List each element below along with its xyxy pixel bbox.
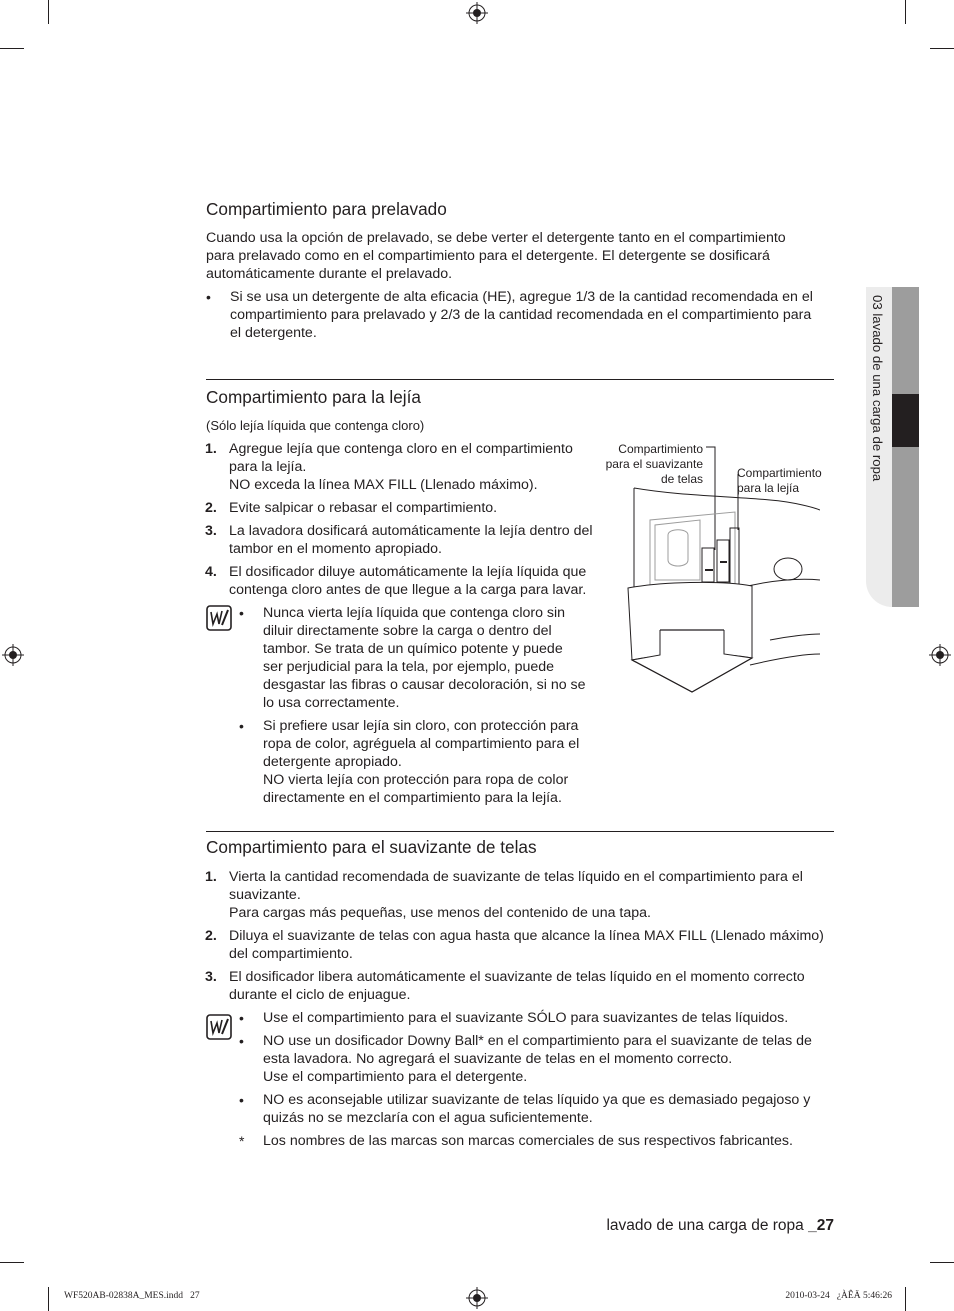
suavizante-step-1 xyxy=(229,868,803,922)
text-line: La lavadora dosificará automáticamente la lejía dentro del xyxy=(229,523,593,539)
print-slug-file: WF520AB-02838A_MES.indd 27 xyxy=(64,1291,200,1301)
registration-mark-icon xyxy=(2,644,24,666)
registration-mark-icon xyxy=(929,644,951,666)
text-line: Use el compartimiento para el detergente. xyxy=(263,1069,528,1085)
section-divider xyxy=(206,831,834,832)
text-line: Vierta la cantidad recomendada de suavizante de telas líquido en el compartimiento para el xyxy=(229,869,803,885)
suavizante-note-4 xyxy=(263,1132,793,1150)
text-line: NO exceda la línea MAX FILL (Llenado máximo). xyxy=(229,477,538,493)
text-line: diluir directamente sobre la carga o dentro del xyxy=(263,623,552,639)
text-line: automáticamente durante el prelavado. xyxy=(206,266,453,282)
text-line: desgastar las fibras o causar decoloración, si no se xyxy=(263,677,586,693)
text-line: lo usa correctamente. xyxy=(263,695,400,711)
bullet-icon: • xyxy=(239,1010,244,1026)
text-line: directamente en el compartimiento para la lejía. xyxy=(263,790,562,806)
text-line: NO es aconsejable utilizar suavizante de telas líquido ya que es demasiado pegajoso y xyxy=(263,1092,811,1108)
bullet-icon: • xyxy=(239,1092,244,1108)
text-line: ser perjudicial para la tela, por ejemplo, puede xyxy=(263,659,555,675)
heading-lejia: Compartimiento para la lejía xyxy=(206,387,421,407)
lejia-step-1 xyxy=(229,440,573,494)
text-line: para la lejía. xyxy=(229,459,307,475)
heading-suavizante: Compartimiento para el suavizante de telas xyxy=(206,837,537,857)
step-number: 3. xyxy=(205,969,217,985)
suavizante-step-3 xyxy=(229,968,805,1004)
chapter-side-tab-label: 03 lavado de una carga de ropa xyxy=(870,295,885,482)
note-icon xyxy=(206,1014,232,1040)
suavizante-step-2 xyxy=(229,927,824,963)
suavizante-note-2 xyxy=(263,1032,812,1086)
suavizante-note-3 xyxy=(263,1091,810,1127)
text-line: Evite salpicar o rebasar el compartimiento. xyxy=(229,500,498,516)
text-line: Cuando usa la opción de prelavado, se debe verter el detergente tanto en el compartimiento xyxy=(206,230,786,246)
step-number: 3. xyxy=(205,523,217,539)
step-number: 1. xyxy=(205,869,217,885)
step-number: 2. xyxy=(205,928,217,944)
lejia-step-2 xyxy=(229,499,497,517)
bullet-icon: • xyxy=(239,1033,244,1049)
text-line: tambor. Se trata de un químico potente y puede xyxy=(263,641,563,657)
lejia-step-4 xyxy=(229,563,586,599)
text-line: El dosificador diluye automáticamente la lejía líquida que xyxy=(229,564,587,580)
lejia-note-1 xyxy=(263,604,586,712)
text-line: para prelavado como en el compartimiento para el detergente. El detergente se dosificará xyxy=(206,248,770,264)
text-line: suavizante. xyxy=(229,887,301,903)
bullet-icon: • xyxy=(239,718,244,734)
text-line: del compartimiento. xyxy=(229,946,353,962)
text-line: Compartimiento xyxy=(618,442,703,456)
text-line: Para cargas más pequeñas, use menos del contenido de una tapa. xyxy=(229,905,651,921)
text-line: de telas xyxy=(660,472,703,486)
text-line: detergente apropiado. xyxy=(263,754,402,770)
step-number: 4. xyxy=(205,564,217,580)
suavizante-note-1 xyxy=(263,1009,788,1027)
text-line: NO vierta lejía con protección para ropa de color xyxy=(263,772,569,788)
note-icon xyxy=(206,605,232,631)
text-line: Nunca vierta lejía líquida que contenga cloro sin xyxy=(263,605,566,621)
heading-prelavado: Compartimiento para prelavado xyxy=(206,199,447,219)
registration-mark-icon xyxy=(466,2,488,24)
text-line: para la lejía xyxy=(737,481,800,495)
text-line: Agregue lejía que contenga cloro en el compartimiento xyxy=(229,441,573,457)
lejia-step-3 xyxy=(229,522,593,558)
footer-label: lavado de una carga de ropa xyxy=(606,1217,804,1234)
prelavado-intro xyxy=(206,229,786,283)
text-line: Use el compartimiento para el suavizante SÓLO para suavizantes de telas líquidos. xyxy=(263,1010,789,1026)
text-line: contenga cloro antes de que llegue a la carga para lavar. xyxy=(229,582,587,598)
page-footer xyxy=(560,1216,834,1236)
dispenser-drawing xyxy=(620,440,820,700)
text-line: Compartimiento xyxy=(737,466,822,480)
text-line: ropa de color, agréguela al compartimiento para el xyxy=(263,736,580,752)
text-line: esta lavadora. No agregará el suavizante de telas en el momento correcto. xyxy=(263,1051,733,1067)
text-line: durante el ciclo de enjuague. xyxy=(229,987,411,1003)
step-number: 1. xyxy=(205,441,217,457)
text-line: Los nombres de las marcas son marcas comerciales de sus respectivos fabricantes. xyxy=(263,1133,793,1149)
lejia-note-2 xyxy=(263,717,579,807)
registration-mark-icon xyxy=(466,1287,488,1309)
text-line: quizás no se mezclaría con el agua suficientemente. xyxy=(263,1110,593,1126)
bullet-icon: • xyxy=(206,289,211,305)
text-line: el detergente. xyxy=(230,325,317,341)
text-line: para el suavizante xyxy=(605,457,703,471)
text-line: compartimiento para prelavado y 2/3 de la cantidad recomendada en el compartimiento para xyxy=(230,307,812,323)
asterisk-icon: * xyxy=(239,1133,245,1149)
prelavado-bullet xyxy=(230,288,813,342)
text-line: tambor en el momento apropiado. xyxy=(229,541,442,557)
lejia-subtitle: (Sólo lejía líquida que contenga cloro) xyxy=(206,418,425,433)
bullet-icon: • xyxy=(239,605,244,621)
text-line: Si prefiere usar lejía sin cloro, con protección para xyxy=(263,718,579,734)
print-slug-stamp: 2010-03-24 ¿ÀÊÄ 5:46:26 xyxy=(785,1291,892,1301)
section-divider xyxy=(206,379,834,380)
text-line: Si se usa un detergente de alta eficacia (HE), agregue 1/3 de la cantidad recomendada en el xyxy=(230,289,813,305)
text-line: NO use un dosificador Downy Ball* en el compartimiento para el suavizante de telas de xyxy=(263,1033,812,1049)
step-number: 2. xyxy=(205,500,217,516)
text-line: Diluya el suavizante de telas con agua hasta que alcance la línea MAX FILL (Llenado máximo) xyxy=(229,928,824,944)
page-number: _27 xyxy=(808,1217,834,1234)
text-line: El dosificador libera automáticamente el suavizante de telas líquido en el momento correcto xyxy=(229,969,805,985)
